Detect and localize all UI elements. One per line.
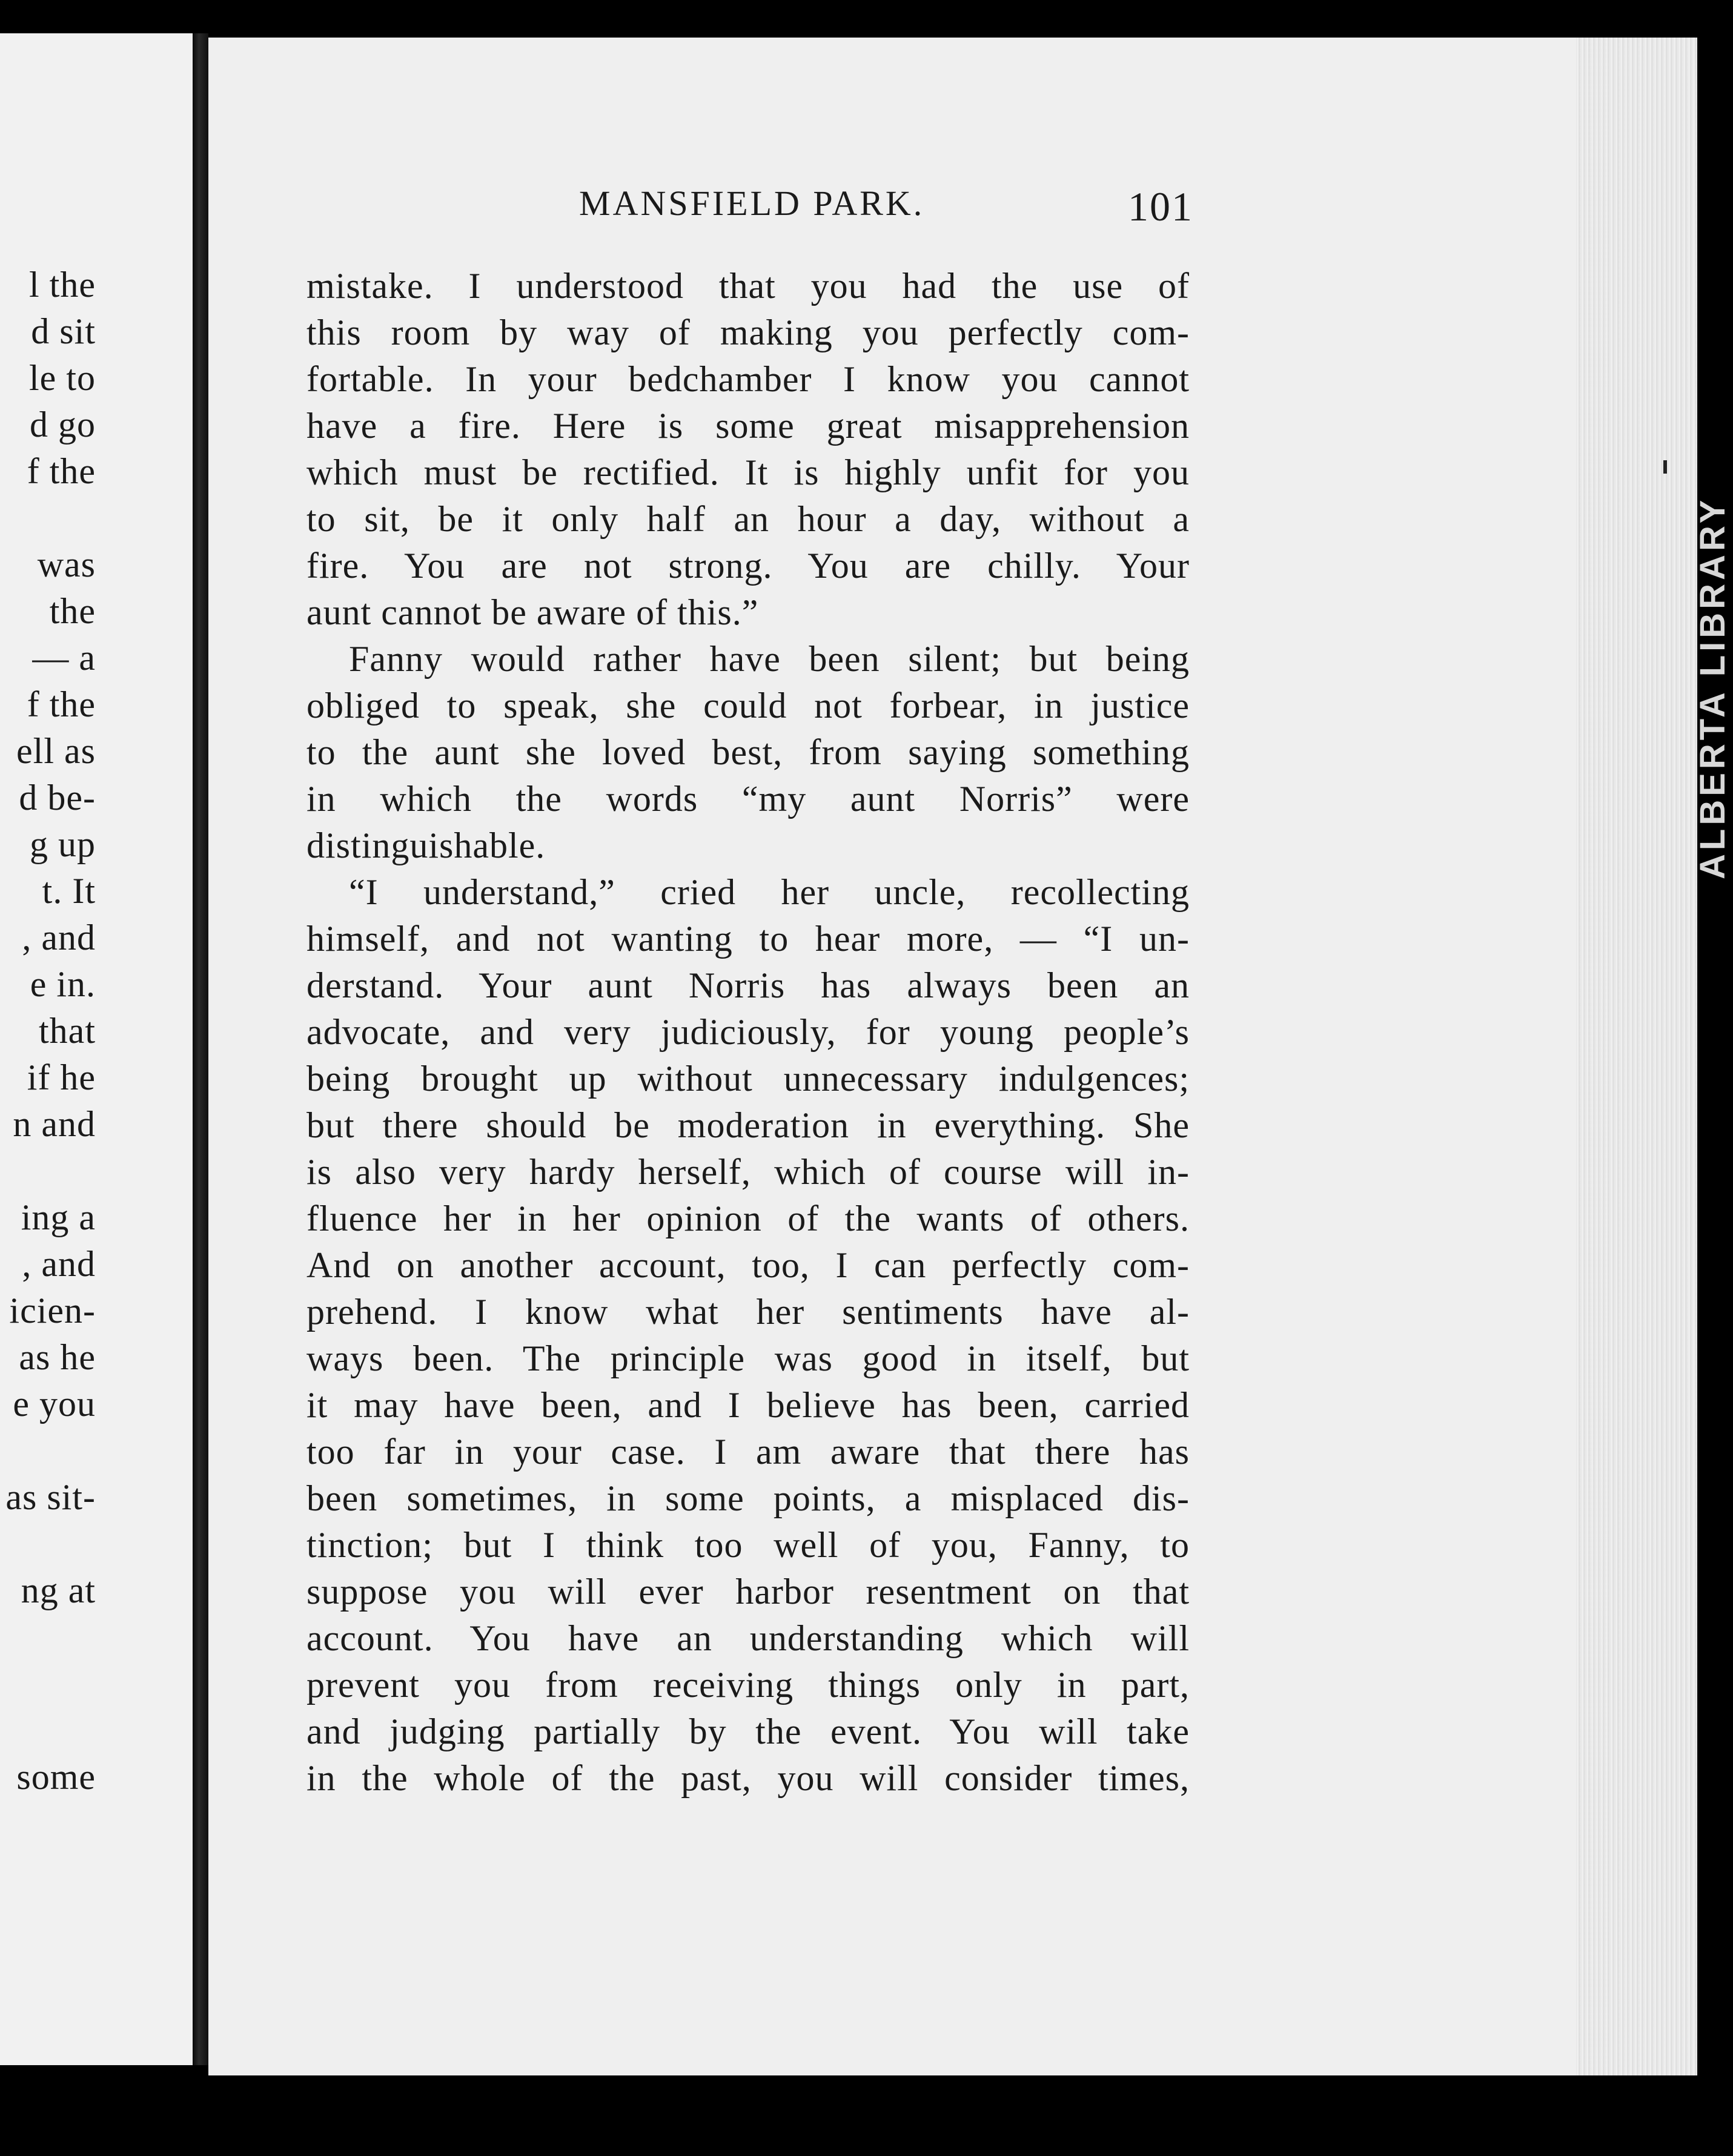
text-line: it may have been, and I believe has been, carried <box>307 1385 1190 1425</box>
text-line: And on another account, too, I can perfectly com- <box>307 1245 1190 1285</box>
left-page-line: f the <box>27 451 96 491</box>
text-line: in the whole of the past, you will consider times, <box>307 1758 1190 1798</box>
left-page-line: l the <box>29 265 96 305</box>
text-line: prevent you from receiving things only in part, <box>307 1665 1190 1705</box>
text-line: prehend. I know what her sentiments have al- <box>307 1292 1190 1332</box>
text-line: ways been. The principle was good in itself, but <box>307 1338 1190 1378</box>
text-line: which must be rectified. It is highly unfit for you <box>307 452 1190 492</box>
text-line: to sit, be it only half an hour a day, without a <box>307 499 1190 539</box>
right-page <box>208 38 1732 2075</box>
text-line: aunt cannot be aware of this.” <box>307 592 759 632</box>
left-page-line: icien- <box>9 1291 96 1331</box>
text-line: suppose you will ever harbor resentment on that <box>307 1572 1190 1612</box>
left-page-line: the <box>49 591 96 631</box>
left-page-line: d be- <box>19 778 96 818</box>
left-page-line: that <box>39 1011 96 1051</box>
left-page-line: as he <box>19 1337 96 1377</box>
left-page-line: t. It <box>42 871 96 911</box>
left-page-line: some <box>16 1757 96 1797</box>
text-line: in which the words “my aunt Norris” were <box>307 779 1190 819</box>
text-line: obliged to speak, she could not forbear, in justice <box>307 686 1190 726</box>
running-head: MANSFIELD PARK. <box>579 184 925 223</box>
left-page-line: if he <box>27 1057 96 1097</box>
text-line: himself, and not wanting to hear more, — “I un- <box>307 919 1190 959</box>
left-page-line: g up <box>30 824 96 864</box>
text-line: advocate, and very judiciously, for young people’s <box>307 1012 1190 1052</box>
text-line: but there should be moderation in everything. She <box>307 1105 1190 1145</box>
text-line: “I understand,” cried her uncle, recollecting <box>349 872 1190 912</box>
scan-speck <box>1663 460 1667 474</box>
left-page <box>0 33 193 2065</box>
text-line: and judging partially by the event. You will take <box>307 1711 1190 1751</box>
text-line: distinguishable. <box>307 825 546 865</box>
page-number: 101 <box>1128 184 1193 230</box>
left-page-line: n and <box>13 1104 96 1144</box>
text-line: is also very hardy herself, which of course will in- <box>307 1152 1190 1192</box>
text-line: this room by way of making you perfectly com- <box>307 312 1190 352</box>
text-line: being brought up without unnecessary indulgences; <box>307 1059 1190 1099</box>
text-line: fire. You are not strong. You are chilly. Your <box>307 546 1190 586</box>
text-line: Fanny would rather have been silent; but being <box>349 639 1190 679</box>
text-line: tinction; but I think too well of you, Fanny, to <box>307 1525 1190 1565</box>
left-page-line: ing a <box>21 1197 96 1237</box>
left-page-line: was <box>37 544 96 584</box>
left-page-line: — a <box>32 638 96 678</box>
text-line: too far in your case. I am aware that there has <box>307 1432 1190 1472</box>
book-gutter <box>193 33 208 2065</box>
text-line: have a fire. Here is some great misapprehension <box>307 406 1190 446</box>
left-page-line: d go <box>30 405 96 445</box>
page-edge <box>1576 38 1697 2075</box>
left-page-line: le to <box>29 358 96 398</box>
text-line: fortable. In your bedchamber I know you cannot <box>307 359 1190 399</box>
text-line: mistake. I understood that you had the use of <box>307 266 1190 306</box>
text-line: fluence her in her opinion of the wants of others. <box>307 1199 1190 1238</box>
left-page-line: e in. <box>30 964 96 1004</box>
left-page-line: d sit <box>31 311 96 351</box>
text-line: to the aunt she loved best, from saying something <box>307 732 1190 772</box>
text-line: derstand. Your aunt Norris has always been an <box>307 965 1190 1005</box>
left-page-line: f the <box>27 684 96 724</box>
text-line: account. You have an understanding which will <box>307 1618 1190 1658</box>
left-page-line: ng at <box>21 1570 96 1610</box>
library-stamp: ALBERTA LIBRARY <box>1693 496 1732 879</box>
left-page-line: e you <box>13 1384 96 1424</box>
left-page-line: , and <box>22 918 96 957</box>
text-line: been sometimes, in some points, a misplaced dis- <box>307 1478 1190 1518</box>
left-page-line: as sit- <box>5 1477 96 1517</box>
left-page-line: ell as <box>16 731 96 771</box>
left-page-line: , and <box>22 1244 96 1284</box>
